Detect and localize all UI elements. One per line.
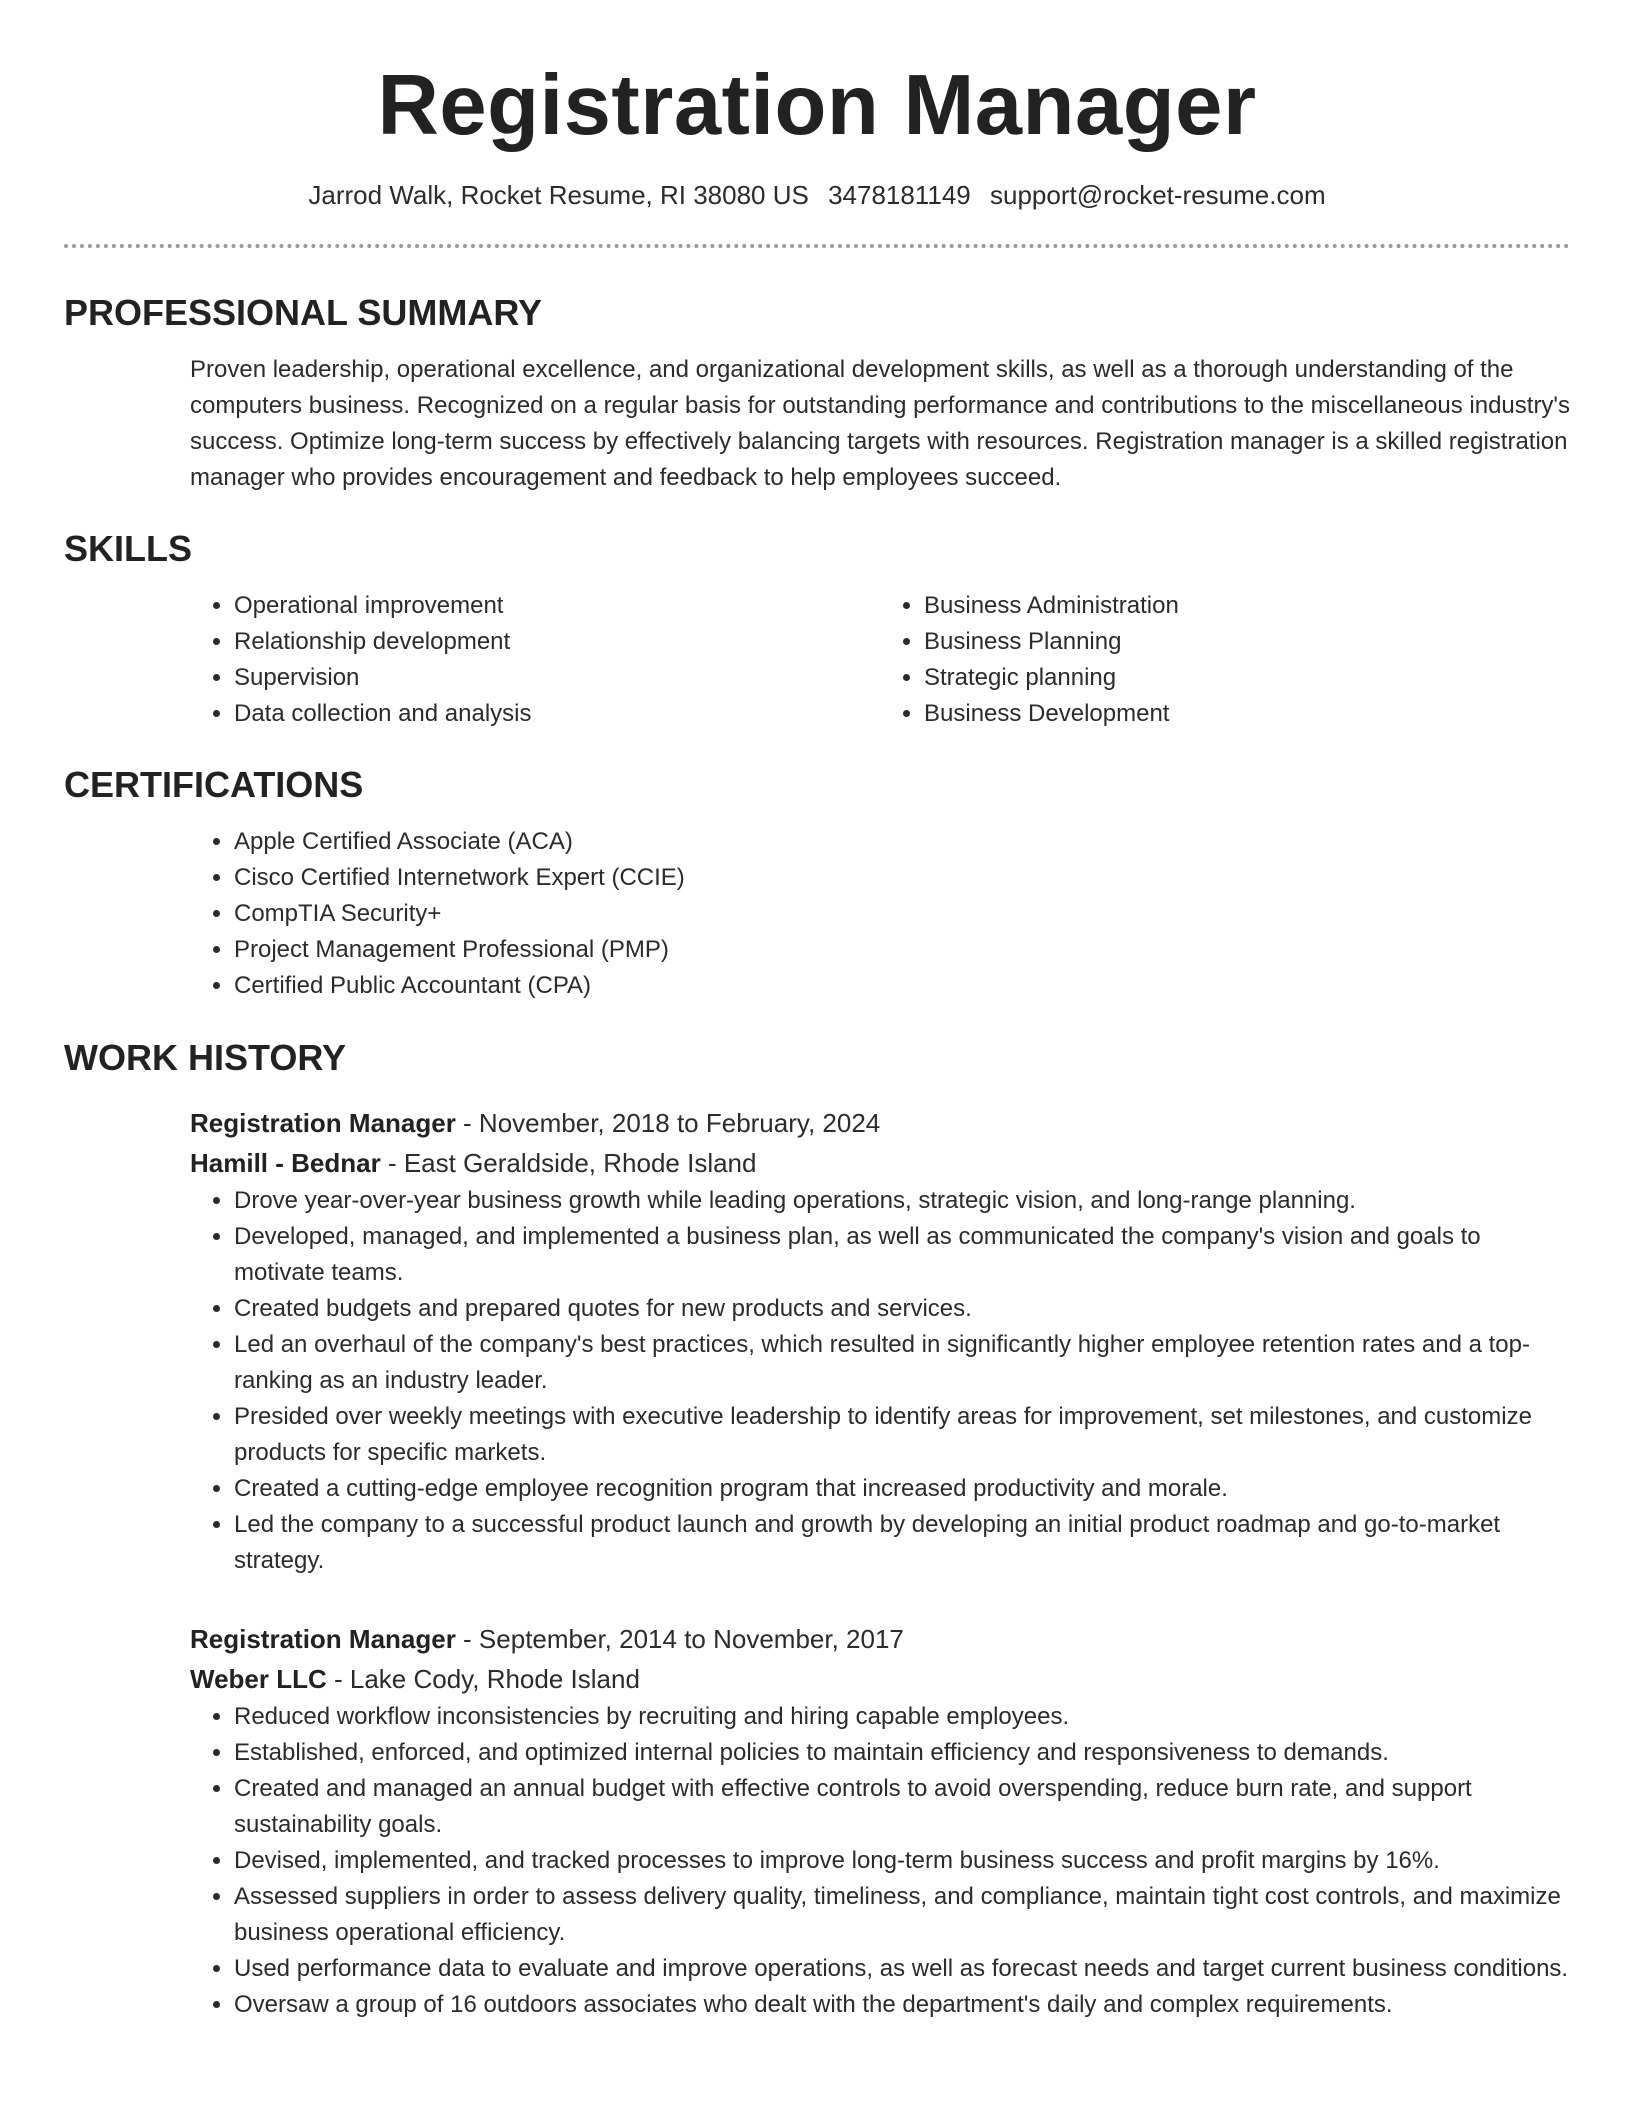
- job-title-line: [190, 1103, 1570, 1143]
- resume-page: [64, 0, 1570, 2023]
- certifications-list: [190, 824, 1570, 1004]
- job-dates: - November, 2018 to February, 2024: [455, 1108, 881, 1138]
- certifications-section: [64, 764, 1570, 1004]
- job-bullet: • Presided over weekly meetings with executive leadership to identify areas for improvement, set milestones, and customize products for specific markets.: [234, 1399, 1570, 1471]
- skill-item: • Relationship development: [234, 624, 880, 660]
- job-dates: - September, 2014 to November, 2017: [455, 1624, 904, 1654]
- job-entry: [190, 1103, 1570, 1579]
- job-role: Registration Manager: [190, 1108, 456, 1138]
- skill-item: • Operational improvement: [234, 588, 880, 624]
- resume-title: Registration Manager: [377, 58, 1257, 153]
- certifications-heading: CERTIFICATIONS: [64, 764, 364, 805]
- work-history-heading: WORK HISTORY: [64, 1037, 347, 1078]
- job-company: Hamill - Bednar: [190, 1148, 381, 1178]
- skill-item: • Supervision: [234, 660, 880, 696]
- contact-line: [64, 180, 1570, 210]
- job-title-line: [190, 1619, 1570, 1659]
- certifications-body: [190, 824, 1570, 1004]
- job-bullet: • Created and managed an annual budget with effective controls to avoid overspending, reduce burn rate, and support sustainability goals.: [234, 1771, 1570, 1843]
- certification-item: • Certified Public Accountant (CPA): [234, 968, 1570, 1004]
- job-bullet: • Established, enforced, and optimized internal policies to maintain efficiency and responsiveness to demands.: [234, 1735, 1570, 1771]
- skill-item: • Business Planning: [924, 624, 1570, 660]
- job-location: - East Geraldside, Rhode Island: [380, 1148, 757, 1178]
- skill-item: • Business Administration: [924, 588, 1570, 624]
- job-entry: [190, 1619, 1570, 2023]
- skill-item: • Data collection and analysis: [234, 696, 880, 732]
- header-divider: [64, 244, 1570, 248]
- summary-text: Proven leadership, operational excellence, and organizational development skills, as well as a thorough understanding of the computers business. Recognized on a regular basis for outstanding performance and contributions to the miscellaneous industry's success. Optimize long-term success by effectively balancing targets with resources. Registration manager is a skilled registration manager who provides encouragement and feedback to help employees succeed.: [190, 356, 1571, 491]
- job-bullet: • Created a cutting-edge employee recognition program that increased productivity and morale.: [234, 1471, 1570, 1507]
- job-company: Weber LLC: [190, 1664, 327, 1694]
- certification-item: • Apple Certified Associate (ACA): [234, 824, 1570, 860]
- skills-grid: [190, 588, 1570, 732]
- job-bullets: [190, 1183, 1570, 1579]
- job-bullet: • Devised, implemented, and tracked processes to improve long-term business success and profit margins by 16%.: [234, 1843, 1570, 1879]
- summary-section: [64, 292, 1570, 496]
- skills-section: [64, 528, 1570, 732]
- skills-heading: SKILLS: [64, 528, 193, 569]
- skill-item: • Business Development: [924, 696, 1570, 732]
- summary-heading: PROFESSIONAL SUMMARY: [64, 292, 543, 333]
- job-bullet: • Led the company to a successful product launch and growth by developing an initial product roadmap and go-to-market strategy.: [234, 1507, 1570, 1579]
- skill-item: • Strategic planning: [924, 660, 1570, 696]
- job-bullet: • Drove year-over-year business growth while leading operations, strategic vision, and long-range planning.: [234, 1183, 1570, 1219]
- skills-list-left: [190, 588, 880, 732]
- job-bullet: • Reduced workflow inconsistencies by recruiting and hiring capable employees.: [234, 1699, 1570, 1735]
- job-role: Registration Manager: [190, 1624, 456, 1654]
- job-bullet: • Oversaw a group of 16 outdoors associates who dealt with the department's daily and complex requirements.: [234, 1987, 1570, 2023]
- contact-phone[interactable]: 3478181149: [828, 180, 971, 210]
- certification-item: • CompTIA Security+: [234, 896, 1570, 932]
- certification-item: • Cisco Certified Internetwork Expert (CCIE): [234, 860, 1570, 896]
- job-location: - Lake Cody, Rhode Island: [326, 1664, 640, 1694]
- job-company-line: [190, 1659, 1570, 1699]
- job-bullet: • Assessed suppliers in order to assess delivery quality, timeliness, and compliance, maintain tight cost controls, and maximize business operational efficiency.: [234, 1879, 1570, 1951]
- contact-address: Jarrod Walk, Rocket Resume, RI 38080 US: [308, 180, 809, 210]
- job-bullet: • Developed, managed, and implemented a business plan, as well as communicated the company's vision and goals to motivate teams.: [234, 1219, 1570, 1291]
- skills-list-right: [880, 588, 1570, 732]
- job-bullet: • Led an overhaul of the company's best practices, which resulted in significantly higher employee retention rates and a top-ranking as an industry leader.: [234, 1327, 1570, 1399]
- contact-email[interactable]: support@rocket-resume.com: [989, 180, 1326, 210]
- certification-item: • Project Management Professional (PMP): [234, 932, 1570, 968]
- job-company-line: [190, 1143, 1570, 1183]
- job-bullet: • Created budgets and prepared quotes for new products and services.: [234, 1291, 1570, 1327]
- job-bullets: [190, 1699, 1570, 2023]
- work-history-section: [64, 1037, 1570, 2023]
- job-bullet: • Used performance data to evaluate and improve operations, as well as forecast needs and target current business conditions.: [234, 1951, 1570, 1987]
